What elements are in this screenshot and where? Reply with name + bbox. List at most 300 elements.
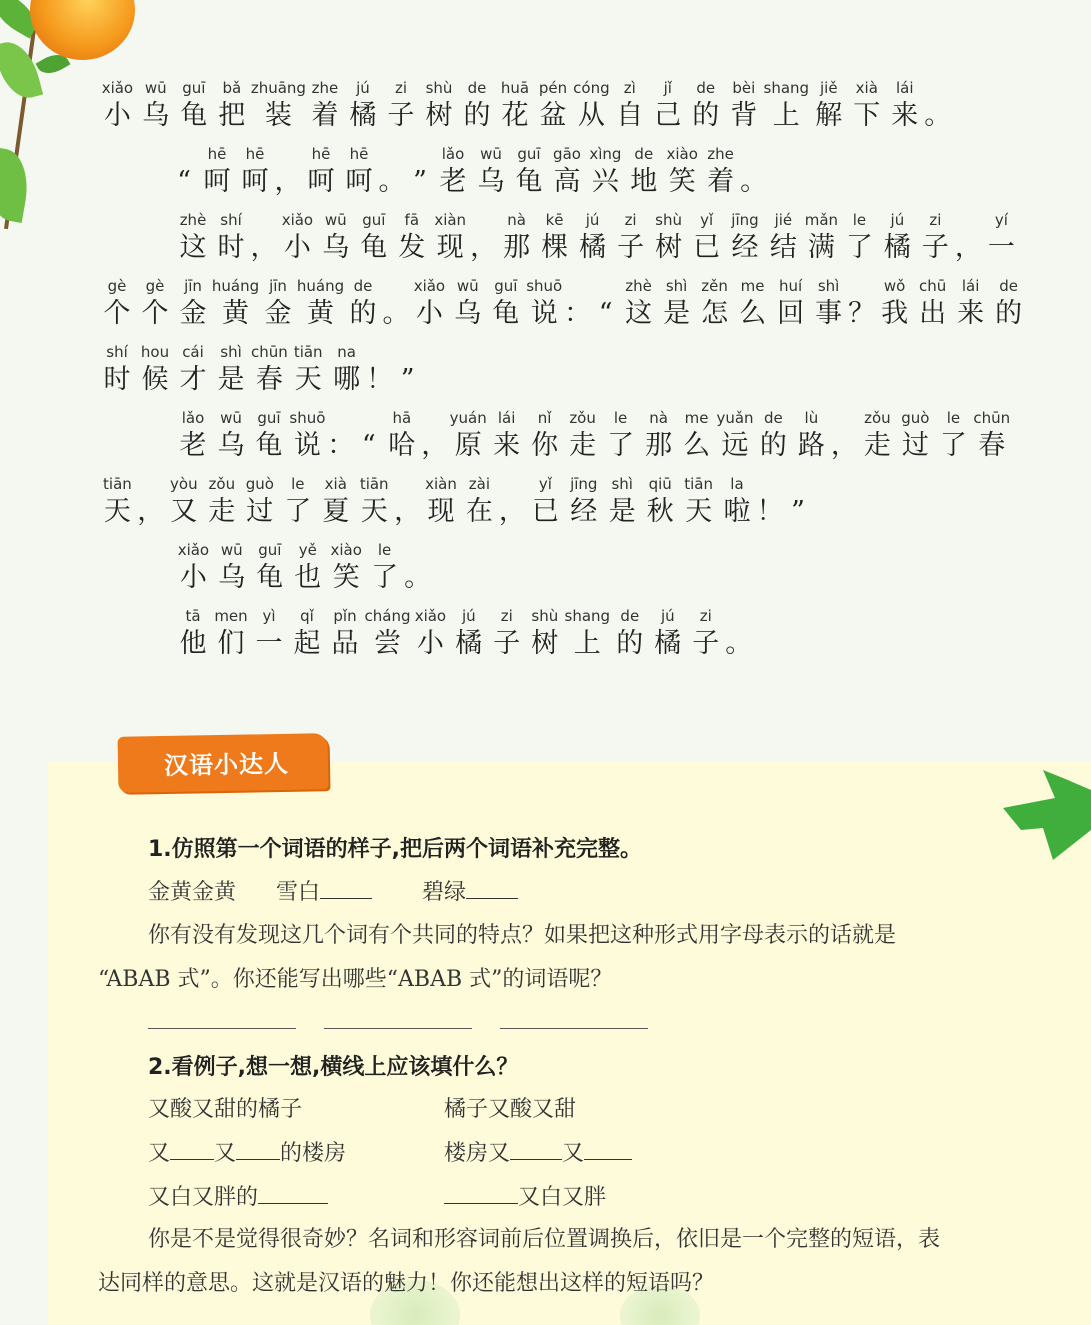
ruby-char xyxy=(564,474,603,530)
hanzi: 花 xyxy=(501,100,529,131)
answer-blank[interactable] xyxy=(320,878,372,899)
ruby-char xyxy=(784,474,812,530)
hanzi: 装 xyxy=(264,100,292,131)
answer-blank[interactable] xyxy=(236,1139,280,1160)
ruby-char xyxy=(241,474,279,530)
pinyin: lù xyxy=(804,409,819,427)
ruby-char xyxy=(702,144,740,200)
pinyin: hā xyxy=(392,409,412,427)
section-title: 汉语小达人 xyxy=(163,749,290,781)
ruby-char xyxy=(212,210,250,266)
hanzi: 呵 xyxy=(203,166,231,197)
punctuation: ， xyxy=(250,232,278,263)
ruby-char xyxy=(213,540,251,596)
hanzi: 呵 xyxy=(345,166,373,197)
pinyin: bèi xyxy=(732,79,756,97)
story-line-1 xyxy=(98,78,952,134)
hanzi: 现 xyxy=(436,232,464,263)
ruby-char xyxy=(611,606,649,662)
hanzi: 乌 xyxy=(454,298,482,329)
hanzi: 了 xyxy=(845,232,873,263)
pinyin: men xyxy=(214,607,248,625)
ruby-char xyxy=(411,606,450,662)
story-line-9 xyxy=(174,606,753,662)
hanzi: 来 xyxy=(957,298,985,329)
punctuation: ， xyxy=(954,232,982,263)
ruby-char xyxy=(611,78,649,134)
ruby-char xyxy=(98,276,136,332)
pinyin: xiǎo xyxy=(101,79,134,97)
punctuation: ： xyxy=(564,298,592,329)
ruby-char xyxy=(526,408,564,464)
pinyin: qiū xyxy=(648,475,672,493)
pinyin: fā xyxy=(404,211,420,229)
q2-row-2a-end: 的楼房 xyxy=(280,1141,347,1166)
pinyin: kē xyxy=(545,211,564,229)
answer-line[interactable] xyxy=(500,1028,648,1029)
ruby-char xyxy=(278,210,317,266)
ruby-char xyxy=(952,276,990,332)
ruby-char xyxy=(641,474,679,530)
ruby-char xyxy=(174,408,212,464)
ruby-char xyxy=(250,408,288,464)
pinyin: shí xyxy=(220,211,242,229)
q2-row-2b-start: 楼房又 xyxy=(444,1141,511,1166)
ruby-char xyxy=(734,276,772,332)
q1-paragraph-2: “ABAB 式”。你还能写出哪些“ABAB 式”的词语呢？ xyxy=(98,967,613,992)
hanzi: 老 xyxy=(439,166,467,197)
pinyin: hē xyxy=(207,145,227,163)
ruby-char xyxy=(297,276,344,332)
punctuation: 。 xyxy=(740,166,768,197)
pinyin: yòu xyxy=(170,475,198,493)
hanzi: 盆 xyxy=(539,100,567,131)
pinyin: wǒ xyxy=(883,277,906,295)
answer-blank[interactable] xyxy=(170,1139,214,1160)
ruby-char xyxy=(564,276,592,332)
pinyin: xià xyxy=(855,79,878,97)
ruby-char xyxy=(383,408,421,464)
ruby-char xyxy=(274,144,302,200)
answer-blank[interactable] xyxy=(466,878,518,899)
ruby-char xyxy=(289,540,327,596)
hanzi: 橘 xyxy=(455,628,483,659)
pinyin: zi xyxy=(929,211,942,229)
answer-blank[interactable] xyxy=(510,1139,562,1160)
ruby-char xyxy=(612,210,650,266)
pinyin: huí xyxy=(779,277,803,295)
pinyin: guī xyxy=(494,277,518,295)
hanzi: 了 xyxy=(939,430,967,461)
ruby-char xyxy=(658,276,696,332)
q2-row-3a xyxy=(148,1180,328,1211)
leaf-icon xyxy=(0,36,43,103)
pinyin: xiàn xyxy=(434,211,467,229)
ruby-char xyxy=(340,144,378,200)
hanzi: 小 xyxy=(103,100,131,131)
ruby-char xyxy=(472,144,510,200)
ruby-char xyxy=(772,276,810,332)
ruby-char xyxy=(174,210,212,266)
pinyin: xiǎo xyxy=(177,541,210,559)
pinyin: wū xyxy=(480,145,502,163)
pinyin: de xyxy=(764,409,783,427)
hanzi: 走 xyxy=(863,430,891,461)
pinyin: guī xyxy=(362,211,386,229)
ruby-char xyxy=(840,210,878,266)
q2-example-a: 又酸又甜的橘子 xyxy=(148,1097,303,1122)
hanzi: 回 xyxy=(777,298,805,329)
ruby-char xyxy=(649,78,687,134)
hanzi: 哪 xyxy=(333,364,361,395)
punctuation: ” xyxy=(400,364,415,395)
hanzi: 棵 xyxy=(541,232,569,263)
pinyin: chūn xyxy=(973,409,1011,427)
hanzi: 乌 xyxy=(217,430,245,461)
pinyin: shì xyxy=(665,277,688,295)
hanzi: 发 xyxy=(398,232,426,263)
pinyin: wū xyxy=(144,79,167,97)
hanzi: 黄 xyxy=(222,298,249,329)
ruby-char xyxy=(564,606,611,662)
answer-blank[interactable] xyxy=(258,1183,328,1204)
ruby-char xyxy=(212,342,250,398)
ruby-char xyxy=(98,474,137,530)
ruby-char xyxy=(394,342,422,398)
pinyin: chūn xyxy=(251,343,288,361)
ruby-char xyxy=(327,540,366,596)
pinyin: guò xyxy=(901,409,930,427)
hanzi: 这 xyxy=(179,232,207,263)
ruby-char xyxy=(98,342,136,398)
ruby-char xyxy=(344,276,382,332)
pinyin: hē xyxy=(311,145,331,163)
ruby-char xyxy=(344,78,382,134)
pinyin: de xyxy=(353,277,373,295)
ruby-char xyxy=(251,540,289,596)
q2-row-3b xyxy=(444,1180,606,1211)
pinyin: le xyxy=(946,409,961,427)
ruby-char xyxy=(317,210,355,266)
hanzi: 着 xyxy=(311,100,339,131)
hanzi: 已 xyxy=(693,232,721,263)
hanzi: 尝 xyxy=(374,628,401,659)
ruby-char xyxy=(848,78,886,134)
ruby-char xyxy=(422,474,461,530)
hanzi: 也 xyxy=(294,562,322,593)
ruby-char xyxy=(289,342,328,398)
pinyin: yuǎn xyxy=(716,409,754,427)
ruby-char xyxy=(830,408,858,464)
hanzi: 出 xyxy=(919,298,947,329)
ruby-char xyxy=(421,408,449,464)
hanzi: 天 xyxy=(360,496,388,527)
ruby-char xyxy=(366,342,394,398)
pinyin: jǐ xyxy=(663,79,672,97)
hanzi: 说 xyxy=(293,430,321,461)
pinyin: la xyxy=(730,475,744,493)
ruby-char xyxy=(250,606,288,662)
pinyin: cóng xyxy=(573,79,610,97)
ruby-char xyxy=(650,210,688,266)
hanzi: 上 xyxy=(573,628,601,659)
hanzi: 呵 xyxy=(307,166,335,197)
pinyin: tiān xyxy=(103,475,132,493)
pinyin: shì xyxy=(817,277,840,295)
ruby-char xyxy=(259,276,297,332)
ruby-char xyxy=(355,210,393,266)
ruby-char xyxy=(364,606,411,662)
hanzi: 秋 xyxy=(646,496,674,527)
hanzi: 龟 xyxy=(515,166,543,197)
ruby-char xyxy=(404,540,432,596)
hanzi: 黄 xyxy=(307,298,334,329)
ruby-char xyxy=(355,408,383,464)
pinyin: shuō xyxy=(526,277,563,295)
pinyin: zi xyxy=(624,211,637,229)
pinyin: shuō xyxy=(289,409,326,427)
ruby-char xyxy=(406,144,434,200)
q1-paragraph-1: 你有没有发现这几个词有个共同的特点？如果把这种形式用字母表示的话就是 xyxy=(148,923,897,948)
answer-blank[interactable] xyxy=(444,1183,518,1204)
hanzi: 说 xyxy=(530,298,558,329)
pinyin: tiān xyxy=(359,475,389,493)
pinyin: nà xyxy=(649,409,668,427)
hanzi: 了 xyxy=(371,562,399,593)
hanzi: 笑 xyxy=(332,562,360,593)
q1-word-3: 碧绿 xyxy=(422,880,467,905)
ruby-char xyxy=(212,606,250,662)
pinyin: le xyxy=(291,475,305,493)
hanzi: 我 xyxy=(881,298,909,329)
answer-blank[interactable] xyxy=(584,1139,632,1160)
pinyin: yě xyxy=(298,541,317,559)
pinyin: hē xyxy=(245,145,265,163)
hanzi: 结 xyxy=(769,232,797,263)
hanzi: 子 xyxy=(692,628,720,659)
ruby-char xyxy=(990,276,1028,332)
pinyin: cháng xyxy=(364,607,411,625)
hanzi: 自 xyxy=(616,100,644,131)
ruby-char xyxy=(718,474,756,530)
pinyin: zhè xyxy=(179,211,207,229)
ruby-char xyxy=(306,78,344,134)
hanzi: 小 xyxy=(416,628,444,659)
ruby-char xyxy=(716,408,755,464)
q1-example-row xyxy=(148,875,518,906)
pinyin: jú xyxy=(890,211,905,229)
punctuation: ， xyxy=(470,232,498,263)
punctuation: ， xyxy=(394,496,422,527)
hanzi: 是 xyxy=(217,364,245,395)
punctuation: “ xyxy=(598,298,613,329)
ruby-char xyxy=(548,144,586,200)
pinyin: mǎn xyxy=(804,211,839,229)
pinyin: yí xyxy=(994,211,1008,229)
story-line-6 xyxy=(174,408,1011,464)
ruby-char xyxy=(498,210,536,266)
ruby-char xyxy=(754,408,792,464)
pinyin: zhe xyxy=(707,145,734,163)
story-line-2 xyxy=(170,144,768,200)
hanzi: 小 xyxy=(179,562,207,593)
hanzi: 走 xyxy=(208,496,236,527)
hanzi: 下 xyxy=(853,100,881,131)
ruby-char xyxy=(763,78,810,134)
pinyin: de xyxy=(696,79,716,97)
ruby-char xyxy=(740,144,768,200)
punctuation: ： xyxy=(327,430,355,461)
hanzi: 起 xyxy=(293,628,321,659)
ruby-char xyxy=(725,78,763,134)
hanzi: 笑 xyxy=(668,166,696,197)
ruby-char xyxy=(137,78,175,134)
hanzi: 又 xyxy=(170,496,198,527)
pinyin: guī xyxy=(258,541,282,559)
pinyin: lái xyxy=(961,277,980,295)
ruby-char xyxy=(526,606,564,662)
hanzi: 过 xyxy=(246,496,274,527)
pinyin: me xyxy=(684,409,709,427)
ruby-char xyxy=(250,210,278,266)
ruby-char xyxy=(586,144,625,200)
hanzi: 的 xyxy=(692,100,720,131)
pinyin: guī xyxy=(517,145,541,163)
ruby-char xyxy=(449,408,488,464)
pinyin: zhè xyxy=(625,277,652,295)
ruby-char xyxy=(449,276,487,332)
ruby-char xyxy=(592,276,620,332)
ruby-char xyxy=(366,540,404,596)
pinyin: jú xyxy=(660,607,675,625)
hanzi: 时 xyxy=(217,232,245,263)
pinyin: gāo xyxy=(553,145,581,163)
leaf-icon xyxy=(0,147,34,223)
punctuation: ” xyxy=(413,166,427,197)
pinyin: xiǎo xyxy=(281,211,314,229)
ruby-char xyxy=(136,342,174,398)
hanzi: 你 xyxy=(531,430,559,461)
ruby-char xyxy=(393,210,431,266)
ruby-char xyxy=(725,606,753,662)
hanzi: 龟 xyxy=(492,298,520,329)
pinyin: xià xyxy=(324,475,347,493)
hanzi: 龟 xyxy=(180,100,208,131)
ruby-char xyxy=(534,78,572,134)
pinyin: de xyxy=(620,607,640,625)
q2-row-2b xyxy=(444,1136,632,1167)
ruby-char xyxy=(328,342,366,398)
pinyin: xiǎo xyxy=(414,607,447,625)
pinyin: xìng xyxy=(589,145,622,163)
ruby-char xyxy=(175,78,213,134)
hanzi: 乌 xyxy=(477,166,505,197)
pinyin: shì xyxy=(611,475,633,493)
ruby-char xyxy=(98,78,137,134)
punctuation: ？ xyxy=(848,298,876,329)
ruby-char xyxy=(420,78,458,134)
punctuation: ， xyxy=(498,496,526,527)
pinyin: gè xyxy=(145,277,165,295)
hanzi: 的 xyxy=(616,628,644,659)
hanzi: 了 xyxy=(607,430,635,461)
hanzi: 品 xyxy=(331,628,359,659)
ruby-char xyxy=(688,210,726,266)
pinyin: de xyxy=(634,145,654,163)
hanzi: 路 xyxy=(797,430,825,461)
hanzi: 时 xyxy=(103,364,131,395)
answer-line[interactable] xyxy=(148,1028,296,1029)
pinyin: jú xyxy=(461,607,476,625)
ruby-char xyxy=(679,474,718,530)
q2-row-2a xyxy=(148,1136,346,1167)
q2-row-3b-text: 又白又胖 xyxy=(518,1185,607,1210)
answer-line[interactable] xyxy=(324,1028,472,1029)
hanzi: 己 xyxy=(654,100,682,131)
ruby-char xyxy=(602,408,640,464)
hanzi: 把 xyxy=(218,100,246,131)
hanzi: 高 xyxy=(553,166,581,197)
punctuation: 。 xyxy=(378,166,406,197)
hanzi: 来 xyxy=(493,430,521,461)
pinyin: zhuāng xyxy=(250,79,306,97)
punctuation: ！ xyxy=(366,364,394,395)
hanzi: 背 xyxy=(730,100,758,131)
hanzi: 乌 xyxy=(322,232,350,263)
hanzi: 子 xyxy=(387,100,415,131)
ruby-char xyxy=(213,78,251,134)
pinyin: zì xyxy=(623,79,636,97)
hanzi: 金 xyxy=(264,298,292,329)
pinyin: yuán xyxy=(449,409,487,427)
pinyin: wū xyxy=(220,541,243,559)
pinyin: zhe xyxy=(311,79,339,97)
ruby-char xyxy=(212,276,259,332)
hanzi: 树 xyxy=(531,628,559,659)
pinyin: chū xyxy=(918,277,947,295)
pinyin: shang xyxy=(763,79,810,97)
punctuation: 。 xyxy=(725,628,753,659)
pinyin: zǒu xyxy=(208,475,236,493)
ruby-char xyxy=(137,474,165,530)
pinyin: hou xyxy=(140,343,170,361)
hanzi: 的 xyxy=(463,100,491,131)
pinyin: pén xyxy=(538,79,568,97)
hanzi: 小 xyxy=(283,232,311,263)
hanzi: 才 xyxy=(179,364,207,395)
pinyin: zi xyxy=(500,607,513,625)
ruby-char xyxy=(663,144,702,200)
pinyin: hē xyxy=(349,145,369,163)
q2-paragraph-1: 你是不是觉得很奇妙？名词和形容词前后位置调换后，依旧是一个完整的短语，表 xyxy=(148,1227,941,1252)
ruby-char xyxy=(470,210,498,266)
ruby-char xyxy=(174,606,212,662)
hanzi: 上 xyxy=(772,100,800,131)
story-line-4 xyxy=(98,276,1028,332)
hanzi: 乌 xyxy=(218,562,246,593)
pinyin: xiàn xyxy=(425,475,457,493)
ruby-char xyxy=(620,276,658,332)
ruby-char xyxy=(317,474,355,530)
ruby-char xyxy=(288,606,326,662)
pinyin: me xyxy=(740,277,765,295)
ruby-char xyxy=(394,474,422,530)
hanzi: 那 xyxy=(645,430,673,461)
hanzi: 在 xyxy=(465,496,493,527)
ruby-char xyxy=(848,276,876,332)
punctuation: ” xyxy=(791,496,805,527)
ruby-char xyxy=(250,342,289,398)
